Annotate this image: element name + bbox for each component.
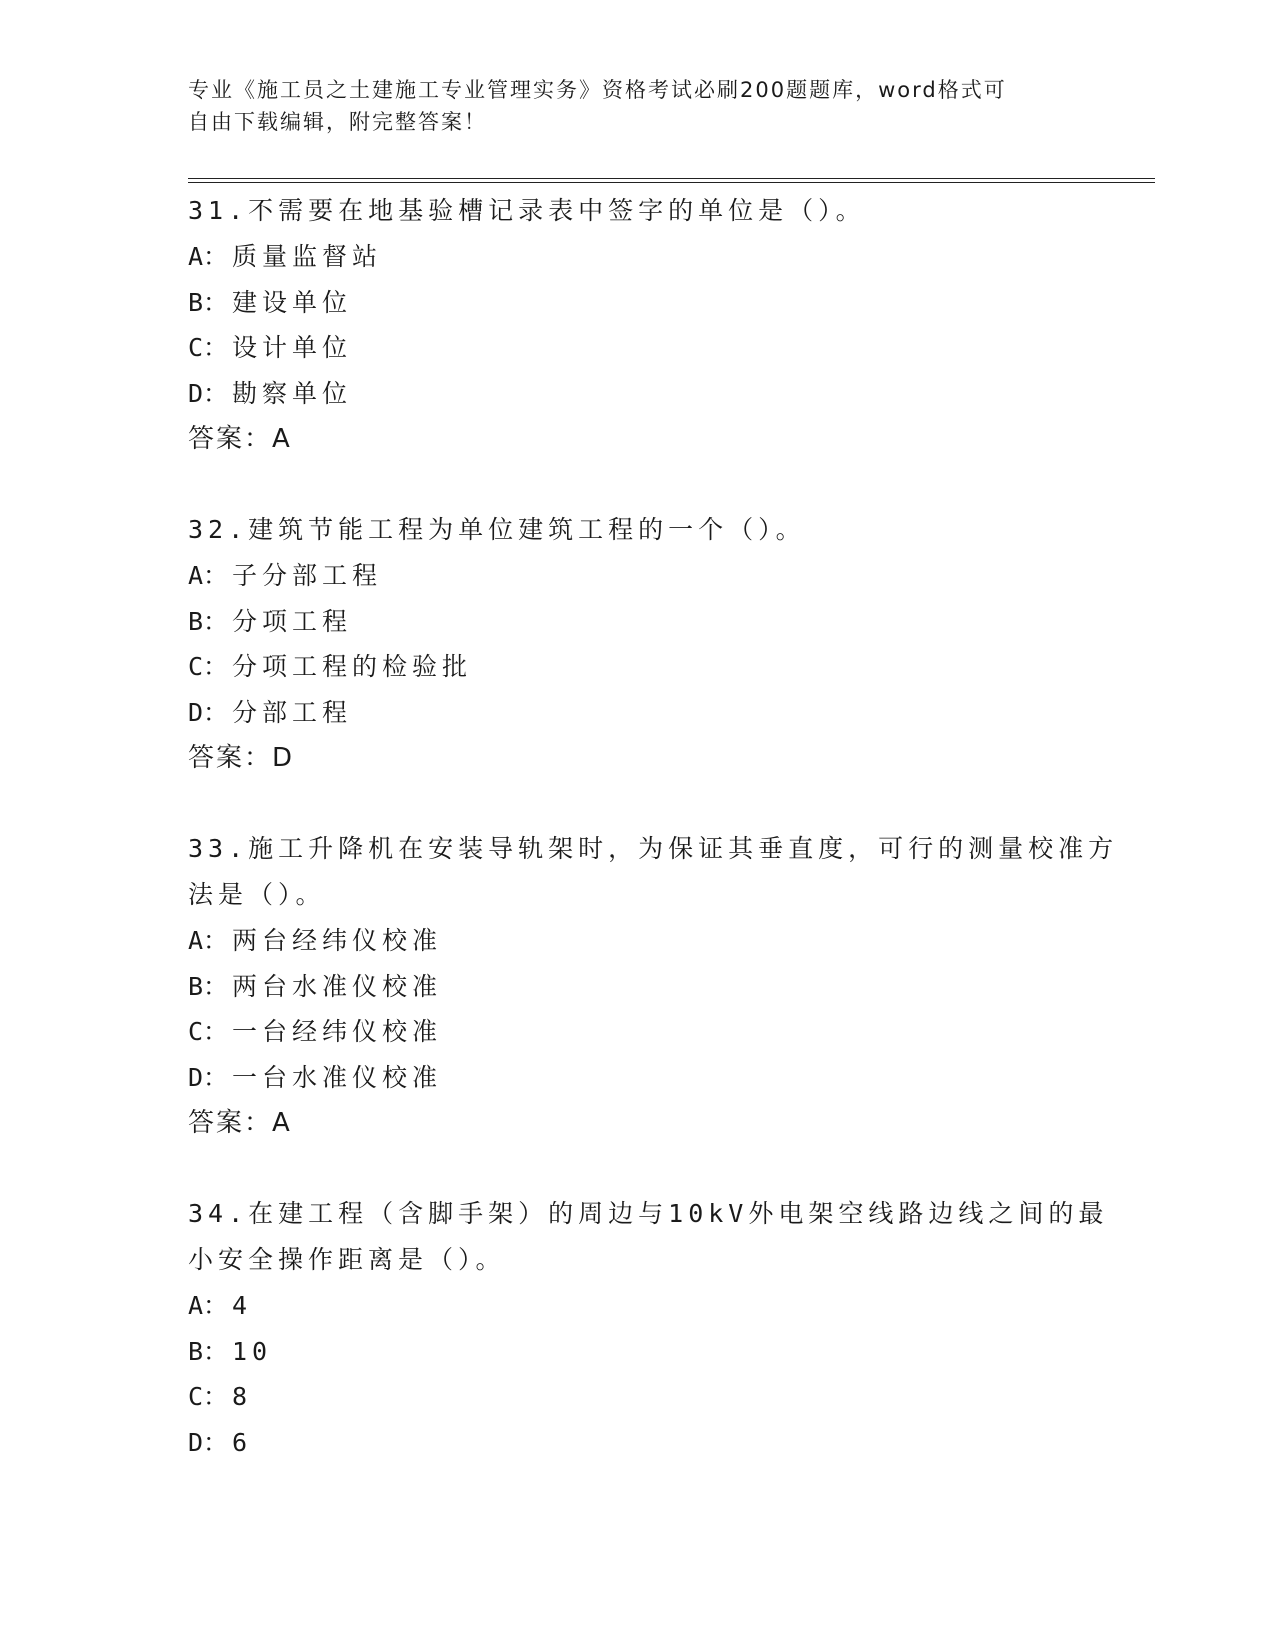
- option-b: [188, 1329, 1088, 1375]
- option-c: [188, 644, 1088, 690]
- option-key: A：: [188, 242, 229, 271]
- option-b: [188, 599, 1088, 645]
- option-text: 4: [232, 1291, 253, 1320]
- option-d: [188, 1055, 1088, 1101]
- option-a: [188, 1283, 1088, 1329]
- question-34: [188, 1191, 1109, 1465]
- answer-text: 答案：A: [188, 1108, 292, 1138]
- option-a: [188, 234, 1088, 280]
- option-key: D：: [188, 1427, 229, 1457]
- option-key: C：: [188, 1017, 229, 1046]
- option-key: C：: [188, 652, 229, 681]
- question-33: [188, 826, 1119, 1146]
- option-text: 两台水准仪校准: [232, 971, 443, 1001]
- question-text: 33.施工升降机在安装导轨架时，为保证其垂直度，可行的测量校准方: [188, 834, 1119, 863]
- option-text: 设计单位: [232, 333, 353, 362]
- option-text: 6: [232, 1427, 253, 1457]
- option-text: 子分部工程: [232, 561, 383, 590]
- option-text: 10: [232, 1336, 273, 1366]
- option-text: 质量监督站: [232, 242, 383, 271]
- option-a: [188, 918, 1088, 964]
- header-divider: [188, 178, 1155, 183]
- option-key: B：: [188, 1336, 229, 1366]
- option-b: [188, 280, 1088, 326]
- question-text: 31.不需要在地基验槽记录表中签字的单位是（）。: [188, 196, 866, 225]
- option-b: [188, 964, 1088, 1010]
- option-d: [188, 690, 1088, 736]
- option-text: 勘察单位: [232, 378, 353, 408]
- option-d: [188, 371, 1088, 417]
- question-32: [188, 507, 1088, 781]
- document-header: [188, 74, 1068, 138]
- option-key: A：: [188, 926, 229, 955]
- option-text: 分项工程的检验批: [232, 652, 473, 681]
- option-a: [188, 553, 1088, 599]
- option-key: A：: [188, 561, 229, 590]
- question-text-continued: 小安全操作距离是（）。: [188, 1245, 506, 1274]
- option-d: [188, 1420, 1088, 1466]
- answer-text: 答案：D: [188, 743, 295, 773]
- option-text: 一台水准仪校准: [232, 1062, 443, 1092]
- question-text-continued: 法是（）。: [188, 880, 326, 909]
- option-key: C：: [188, 1382, 229, 1411]
- option-text: 分项工程: [232, 606, 353, 636]
- question-list: [188, 188, 1119, 1510]
- option-text: 两台经纬仪校准: [232, 926, 443, 955]
- option-c: [188, 325, 1088, 371]
- option-key: C：: [188, 333, 229, 362]
- option-key: D：: [188, 697, 229, 727]
- option-key: B：: [188, 971, 229, 1001]
- option-key: D：: [188, 378, 229, 408]
- option-text: 一台经纬仪校准: [232, 1017, 443, 1046]
- option-text: 8: [232, 1382, 253, 1411]
- question-text: 32.建筑节能工程为单位建筑工程的一个（）。: [188, 515, 806, 544]
- option-text: 建设单位: [232, 287, 353, 317]
- header-line-1: 专业《施工员之土建施工专业管理实务》资格考试必刷200题题库，word格式可: [188, 78, 1007, 102]
- option-c: [188, 1374, 1088, 1420]
- option-c: [188, 1009, 1088, 1055]
- option-key: B：: [188, 606, 229, 636]
- question-31: [188, 188, 1088, 462]
- option-key: A：: [188, 1291, 229, 1320]
- option-text: 分部工程: [232, 697, 353, 727]
- option-key: D：: [188, 1062, 229, 1092]
- question-text: 34.在建工程（含脚手架）的周边与10kV外电架空线路边线之间的最: [188, 1199, 1109, 1228]
- answer-text: 答案：A: [188, 424, 292, 454]
- header-line-2: 自由下载编辑，附完整答案！: [188, 110, 487, 134]
- option-key: B：: [188, 287, 229, 317]
